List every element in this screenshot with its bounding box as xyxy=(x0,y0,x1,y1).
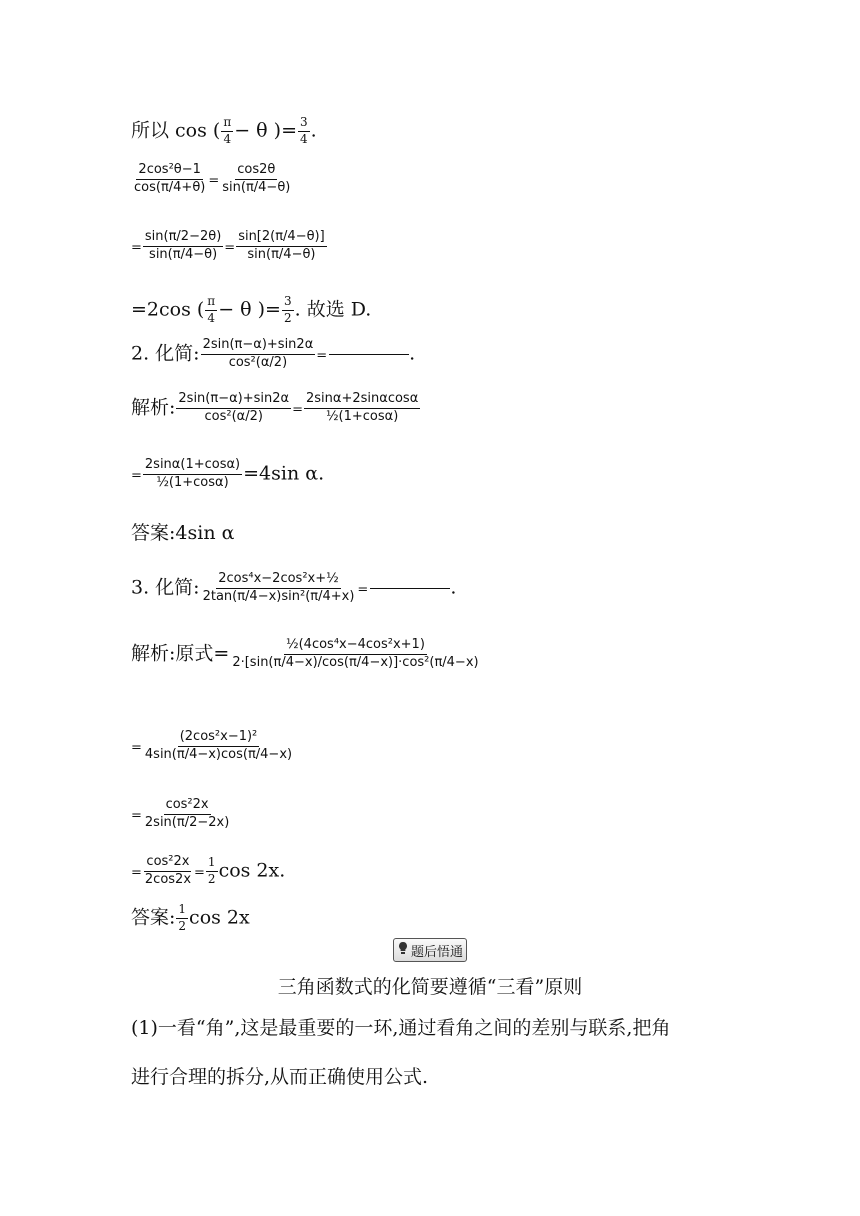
solution-3-step-2: = $\frac{\text{cos²2x}}{2\sin(\pi/2-2x)}$ xyxy=(131,797,230,830)
question-3: 3. 化简: $\frac{\text{2cos⁴x−2cos²x+½}}{\text{2tan(π/4−x)sin²(π/4+x)}}$ = . xyxy=(131,571,457,604)
answer-blank xyxy=(370,587,450,589)
paragraph-line-2: 进行合理的拆分,从而正确使用公式. xyxy=(131,1066,429,1088)
badge-label: 题后悟通 xyxy=(410,944,463,960)
solution-3: 解析:原式= $\frac{\text{½(4cos⁴x−4cos²x+1)}}{\text{2·[sin(π/4−x)/cos(π/4−x)]·cos²(π/4−x)}}$ xyxy=(131,637,479,670)
answer-blank xyxy=(329,353,409,355)
lightbulb-icon xyxy=(397,941,409,959)
solution-2-result: = $\frac{2\sin\alpha(1+\cos\alpha)}{\text{½(1+cosα)}}$ =4sin α. xyxy=(131,457,325,490)
solution-2: 解析: $\frac{2\sin(\pi-\alpha)+\sin 2\alpha}{\text{cos²(α/2)}}$ = $\frac{2\sin\alpha+2\sin\alpha\cos\alpha}{\text{½(1+cosα)}}$ xyxy=(131,391,419,424)
paragraph-line-1: (1)一看“角”,这是最重要的一环,通过看角之间的差别与联系,把角 xyxy=(131,1017,671,1039)
line-step-1: $\frac{\text{2cos²θ−1}}{\cos(\pi/4+\theta)}$ = $\frac{\cos 2\theta}{\sin(\pi/4-\theta)}$ xyxy=(134,162,291,195)
solution-3-step-1: = $\frac{\text{(2cos²x−1)²}}{4\sin(\pi/4-x)\cos(\pi/4-x)}$ xyxy=(131,729,293,762)
solution-3-result: = $\frac{\text{cos²2x}}{2\cos 2x}$ = $\frac{1}{2}$ cos 2x. xyxy=(131,854,286,887)
summary-badge xyxy=(393,938,467,962)
question-2: 2. 化简: $\frac{2\sin(\pi-\alpha)+\sin 2\alpha}{\text{cos²(α/2)}}$ = . xyxy=(131,337,416,370)
answer-3: 答案: $\frac{1}{2}$ cos 2x xyxy=(131,902,250,933)
line-answer-d: =2cos ( $\frac{\pi}{4}$ − θ )= $\frac{3}{2}$ . 故选 D. xyxy=(131,294,372,325)
answer-2: 答案:4sin α xyxy=(131,522,235,544)
line-step-2: = $\frac{\sin(\pi/2-2\theta)}{\sin(\pi/4-\theta)}$ = $\frac{\sin[2(\pi/4-\theta)]}{\sin(\pi/4-\theta)}$ xyxy=(131,229,325,262)
section-heading: 三角函数式的化简要遵循“三看”原则 xyxy=(277,976,583,998)
line-cos-result: 所以 cos ( $\frac{\pi}{4}$ − θ )= $\frac{3}{4}$ . xyxy=(131,115,317,146)
